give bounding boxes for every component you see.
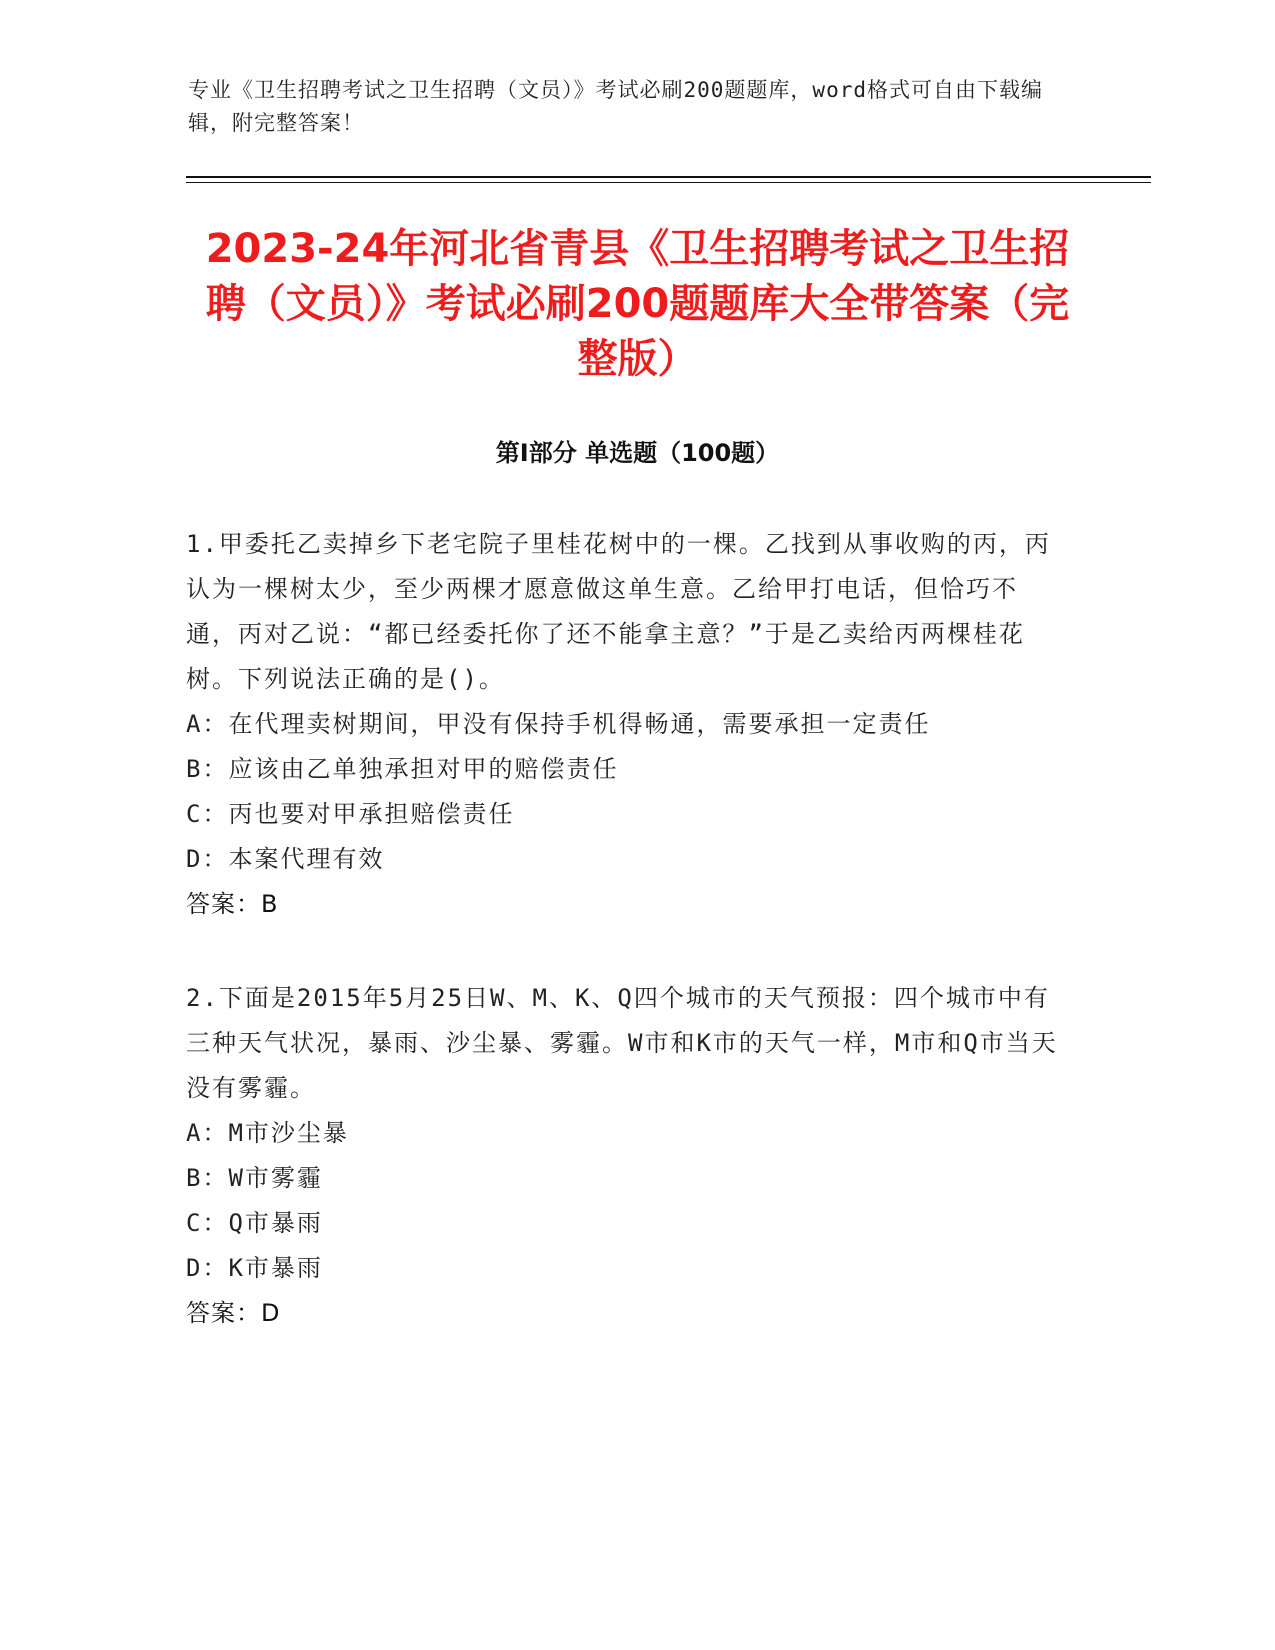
option-a: A：M市沙尘暴 (186, 1119, 349, 1147)
section-title: 第I部分 单选题（100题） (495, 439, 780, 467)
document-title: 2023-24年河北省青县《卫生招聘考试之卫生招聘（文员）》考试必刷200题题库大全带答案（完整版） (205, 226, 1070, 382)
option-b: B：W市雾霾 (186, 1164, 323, 1192)
option-c: C：丙也要对甲承担赔偿责任 (186, 800, 515, 828)
header-divider (186, 176, 1151, 178)
answer: 答案：D (186, 1299, 281, 1327)
question-stem: 1.甲委托乙卖掉乡下老宅院子里桂花树中的一棵。乙找到从事收购的丙，丙认为一棵树太少，至少两棵才愿意做这单生意。乙给甲打电话，但恰巧不通，丙对乙说：“都已经委托你了还不能拿主意？”于是乙卖给丙两棵桂花树。下列说法正确的是()。 (186, 530, 1051, 693)
header-note: 专业《卫生招聘考试之卫生招聘（文员）》考试必刷200题题库，word格式可自由下载编辑，附完整答案！ (188, 78, 1043, 135)
option-a: A：在代理卖树期间，甲没有保持手机得畅通，需要承担一定责任 (186, 710, 931, 738)
question-stem: 2.下面是2015年5月25日W、M、K、Q四个城市的天气预报：四个城市中有三种天气状况，暴雨、沙尘暴、雾霾。W市和K市的天气一样，M市和Q市当天没有雾霾。 (186, 984, 1058, 1102)
option-d: D：本案代理有效 (186, 845, 385, 873)
option-b: B：应该由乙单独承担对甲的赔偿责任 (186, 755, 619, 783)
question-2 (186, 976, 1066, 1336)
option-d: D：K市暴雨 (186, 1254, 323, 1282)
header-divider-thin (186, 182, 1151, 183)
question-1 (186, 522, 1066, 927)
answer: 答案：B (186, 890, 279, 918)
option-c: C：Q市暴雨 (186, 1209, 323, 1237)
